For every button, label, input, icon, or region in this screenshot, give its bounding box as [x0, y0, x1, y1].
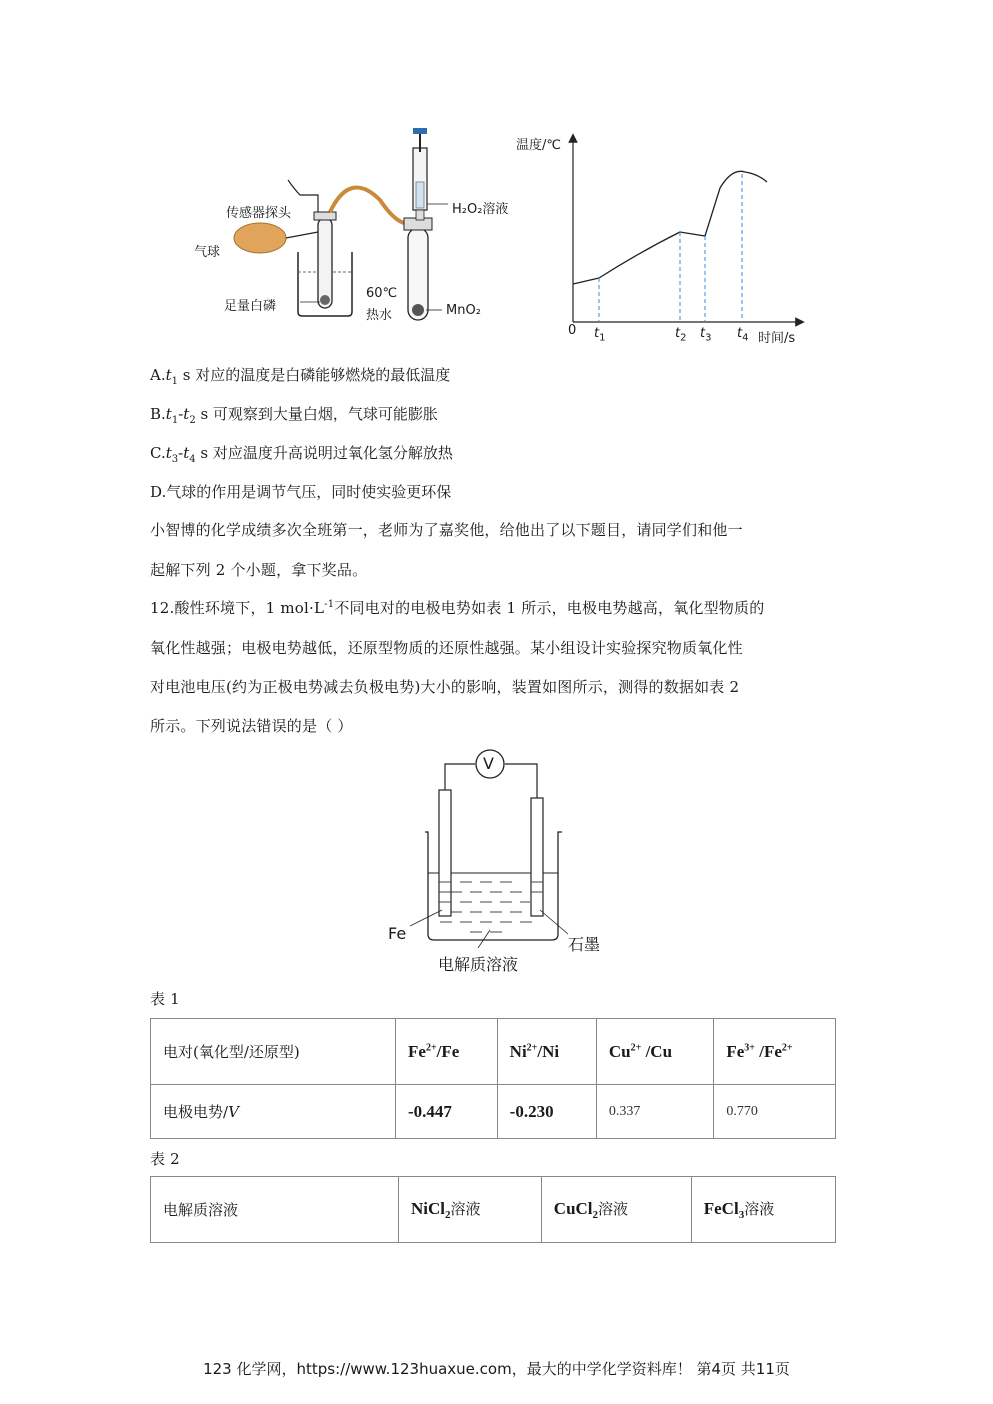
potential-cu2-cu: 0.337 [596, 1085, 713, 1139]
option-c: $C.t_3-t_4$ s 对应温度升高说明过氧化氢分解放热 [150, 444, 453, 465]
graphite-label: 石墨 [568, 935, 601, 954]
cell-figure [380, 748, 620, 978]
balloon-label: 气球 [194, 245, 221, 260]
voltmeter-label: V [483, 754, 494, 773]
pair-fe2-fe: $Fe^{2+}/Fe$ [396, 1019, 498, 1085]
temperature-chart [510, 130, 810, 350]
intro-line-2: 起解下列 2 个小题，拿下奖品。 [150, 561, 368, 579]
chart-svg [510, 130, 810, 350]
q12-line-4: 所示。下列说法错误的是（ ） [150, 717, 353, 735]
sensor-probe-label: 传感器探头 [226, 206, 292, 221]
intro-line-1: 小智博的化学成绩多次全班第一，老师为了嘉奖他，给他出了以下题目，请同学们和他一 [150, 521, 743, 539]
potential-fe3-fe2: 0.770 [714, 1085, 836, 1139]
solution-nicl2: NiCl$_2$溶液 [399, 1177, 542, 1243]
page-footer: 123 化学网，https://www.123huaxue.com，最大的中学化学资料库！ 第4页 共11页 [203, 1360, 790, 1378]
tick-label-t2: $t_2$ [675, 326, 687, 344]
apparatus-figure [180, 120, 510, 330]
graphite-electrode [531, 798, 543, 916]
pair-ni2-ni: $Ni^{2+}/Ni$ [497, 1019, 596, 1085]
origin-label: 0 [568, 323, 577, 338]
fe-label: Fe [388, 924, 407, 943]
option-d: D.气球的作用是调节气压，同时使实验更环保 [150, 483, 452, 501]
electrolyte-label: 电解质溶液 [438, 955, 519, 974]
q12-line-3: 对电池电压(约为正极电势减去负极电势)大小的影响，装置如图所示，测得的数据如表 2 [150, 678, 740, 696]
tick-label-t3: $t_3$ [700, 326, 712, 344]
mno2-label: MnO₂ [446, 303, 481, 318]
table-row [151, 1019, 836, 1085]
temperature-curve [573, 171, 767, 284]
tick-label-t4: $t_4$ [737, 326, 749, 344]
pair-cu2-cu: $Cu^{2+}$ /Cu [596, 1019, 713, 1085]
table-2 [150, 1176, 836, 1243]
pair-fe3-fe2: $Fe^{3+}$ $/Fe^{2+}$ [714, 1019, 836, 1085]
q12-line-1: 12.酸性环境下，1 $mol\cdot L^{-1}$不同电对的电极电势如表 1 所示，电极电势越高，氧化型物质的 [150, 599, 765, 617]
table2-caption: 表 2 [150, 1150, 180, 1168]
potential-fe2-fe: -0.447 [396, 1085, 498, 1139]
table1-caption: 表 1 [150, 990, 180, 1008]
q12-line-2: 氧化性越强；电极电势越低，还原型物质的还原性越强。某小组设计实验探究物质氧化性 [150, 639, 743, 657]
table-row [151, 1085, 836, 1139]
potential-ni2-ni: -0.230 [497, 1085, 596, 1139]
table2-header: 电解质溶液 [151, 1177, 399, 1243]
h2o2-label: H₂O₂溶液 [452, 202, 509, 217]
hot-water-label: 热水 [366, 308, 393, 323]
table-row [151, 1177, 836, 1243]
y-axis-label: 温度/℃ [516, 138, 561, 153]
option-a: $A.t_1$ s 对应的温度是白磷能够燃烧的最低温度 [150, 366, 451, 387]
solution-cucl2: CuCl$_2$溶液 [541, 1177, 691, 1243]
table-1 [150, 1018, 836, 1139]
table1-row2-header: 电极电势/V [151, 1085, 396, 1139]
x-axis-label: 时间/s [758, 331, 796, 346]
tick-label-t1: $t_1$ [594, 326, 606, 344]
table1-row1-header: 电对(氧化型/还原型) [151, 1019, 396, 1085]
option-b: $B.t_1-t_2$ s 可观察到大量白烟，气球可能膨胀 [150, 405, 438, 426]
hot-water-temp-label: 60℃ [366, 286, 398, 301]
fe-electrode [439, 790, 451, 916]
solution-fecl3: FeCl$_3$溶液 [691, 1177, 835, 1243]
white-phosphorus-label: 足量白磷 [224, 299, 277, 314]
